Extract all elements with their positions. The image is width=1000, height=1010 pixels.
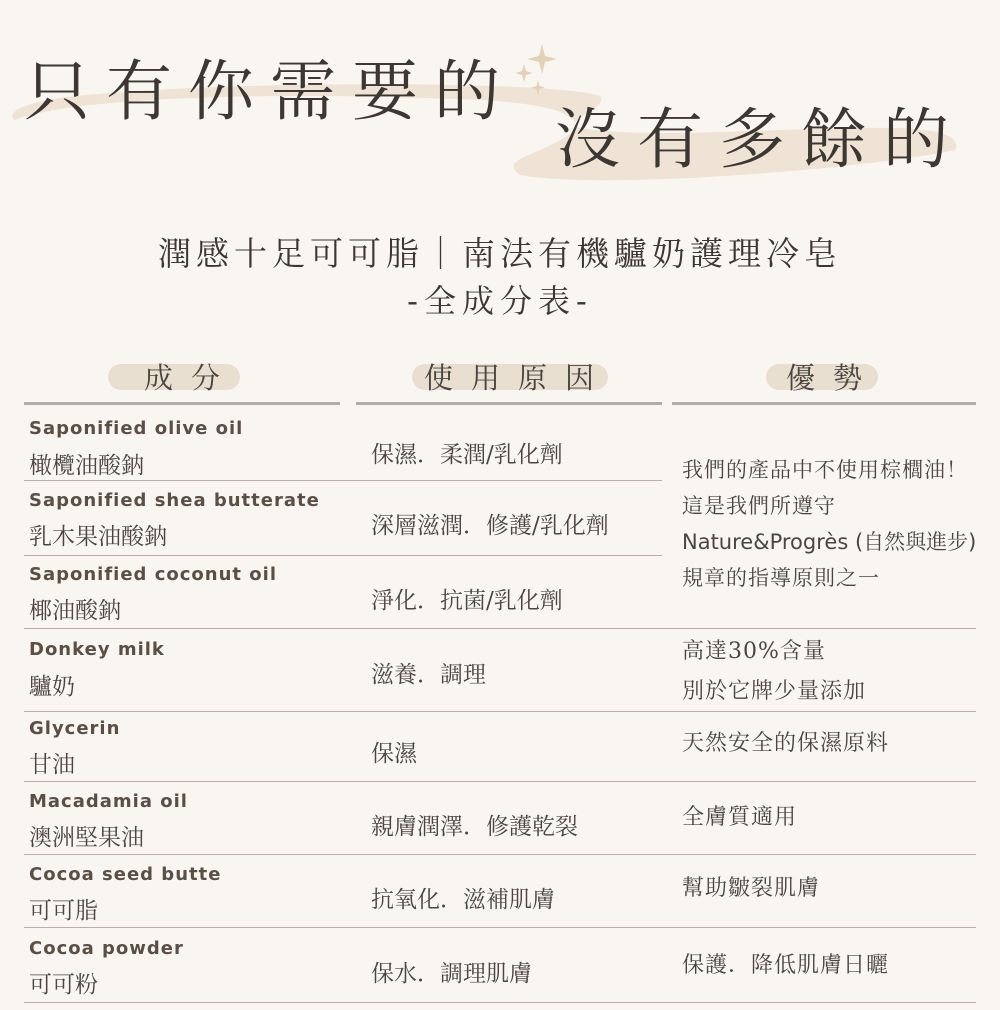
ingredient-chinese: 可可粉 bbox=[29, 972, 98, 998]
column-header-reason bbox=[356, 356, 662, 396]
row-divider bbox=[24, 1002, 976, 1003]
usage-reason: 保濕．柔潤/乳化劑 bbox=[371, 442, 563, 468]
ingredient-chinese: 乳木果油酸鈉 bbox=[29, 524, 167, 550]
product-subtitle: 潤感十足可可脂｜南法有機驢奶護理冷皂 bbox=[158, 234, 842, 273]
row-divider bbox=[24, 927, 976, 928]
ingredient-chinese: 澳洲堅果油 bbox=[29, 825, 144, 851]
advantage-cocoa-butter: 幫助皺裂肌膚 bbox=[682, 876, 821, 901]
table-title: -全成分表- bbox=[407, 282, 593, 320]
row-divider bbox=[24, 555, 662, 556]
column-header-ingredient-label: 成分 bbox=[143, 360, 238, 395]
row-divider bbox=[24, 628, 976, 629]
headline-line-1: 只有你需要的 bbox=[24, 53, 516, 130]
ingredient-english: Saponified olive oil bbox=[29, 418, 244, 439]
headline-line-2: 沒有多餘的 bbox=[555, 101, 965, 178]
advantage-glycerin: 天然安全的保濕原料 bbox=[682, 731, 890, 756]
advantage-donkey-milk bbox=[682, 632, 866, 712]
row-divider bbox=[24, 854, 976, 855]
ingredient-english: Macadamia oil bbox=[29, 791, 188, 812]
ingredient-chinese: 驢奶 bbox=[29, 674, 75, 700]
column-header-advantage bbox=[672, 356, 976, 396]
advantage-line: 別於它牌少量添加 bbox=[682, 679, 867, 704]
usage-reason: 深層滋潤．修護/乳化劑 bbox=[371, 513, 609, 539]
ingredient-english: Saponified coconut oil bbox=[29, 564, 277, 585]
advantage-line: 規章的指導原則之一 bbox=[682, 566, 880, 590]
row-divider bbox=[24, 480, 662, 481]
row-divider bbox=[24, 781, 976, 782]
ingredient-english: Glycerin bbox=[29, 718, 121, 739]
header-rule bbox=[24, 402, 340, 405]
advantage-line: 高達30%含量 bbox=[682, 639, 826, 664]
advantage-line: Nature&Progrès (自然與進步) bbox=[682, 530, 977, 554]
usage-reason: 親膚潤澤．修護乾裂 bbox=[371, 814, 578, 840]
usage-reason: 滋養．調理 bbox=[371, 662, 486, 688]
usage-reason: 保濕 bbox=[371, 741, 417, 767]
header-rule bbox=[672, 402, 976, 405]
usage-reason: 保水．調理肌膚 bbox=[371, 961, 532, 987]
header-rule bbox=[356, 402, 662, 405]
ingredient-chinese: 可可脂 bbox=[29, 898, 98, 924]
advantage-line: 我們的產品中不使用棕櫚油！ bbox=[682, 458, 968, 482]
ingredient-english: Cocoa seed butte bbox=[29, 864, 222, 885]
usage-reason: 淨化．抗菌/乳化劑 bbox=[371, 588, 563, 614]
advantage-macadamia: 全膚質適用 bbox=[682, 805, 798, 830]
usage-reason: 抗氧化．滋補肌膚 bbox=[371, 887, 555, 913]
column-header-ingredient bbox=[24, 356, 340, 396]
ingredient-english: Cocoa powder bbox=[29, 938, 184, 959]
advantage-line: 這是我們所遵守 bbox=[682, 494, 836, 518]
advantage-oils bbox=[682, 452, 976, 596]
ingredient-chinese: 橄欖油酸鈉 bbox=[29, 453, 144, 479]
column-header-advantage-label: 優勢 bbox=[785, 360, 880, 395]
advantage-cocoa-powder: 保護．降低肌膚日曬 bbox=[682, 953, 890, 978]
row-divider bbox=[24, 711, 976, 712]
ingredient-english: Saponified shea butterate bbox=[29, 490, 320, 511]
ingredient-chinese: 椰油酸鈉 bbox=[29, 598, 121, 624]
column-header-reason-label: 使用原因 bbox=[423, 360, 612, 395]
ingredient-english: Donkey milk bbox=[29, 639, 165, 660]
ingredient-chinese: 甘油 bbox=[29, 752, 75, 778]
